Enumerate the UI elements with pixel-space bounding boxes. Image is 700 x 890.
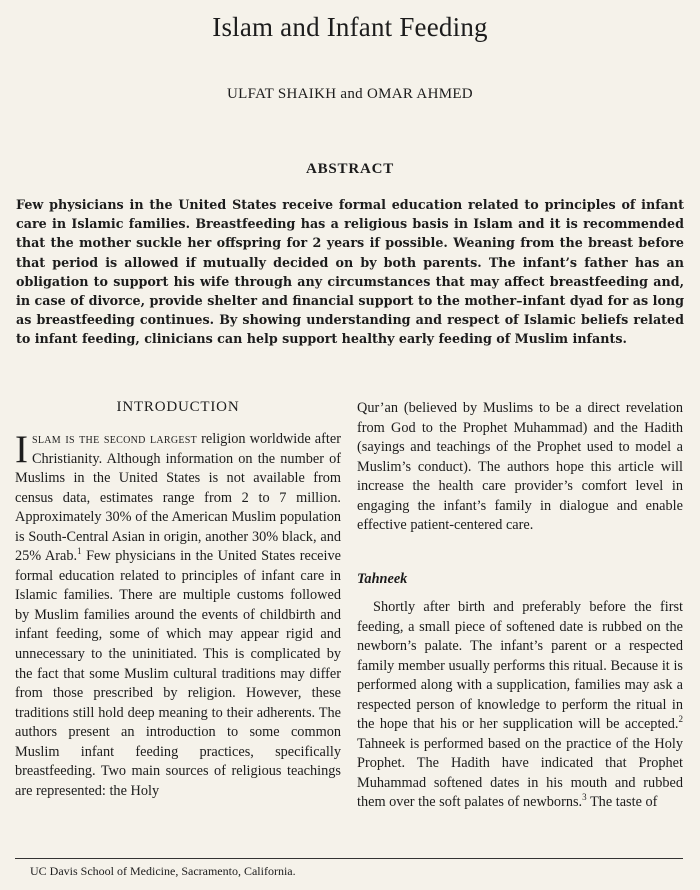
introduction-heading: INTRODUCTION [116, 399, 240, 415]
footer-rule [15, 858, 683, 859]
abstract-body: Few physicians in the United States receive formal education related to principles of infant care in Islamic families. Breastfeeding has a religious basis in Islam and it is recommended that the mother suckle her offspring for 2 years if possible. Weaning from the breast before that period is allowed if mutually decided on by both parents. The infant’s father has an obligation to support his wife through any circumstances that may affect breastfeeding and, in case of divorce, provide shelter and financial support to the mother–infant dyad for as long as breastfeeding continues. By showing understanding and respect of Islamic beliefs related to infant feeding, clinicians can help support healthy early feeding of Muslim infants. [16, 197, 684, 347]
affiliation-footnote: UC Davis School of Medicine, Sacramento, California. [30, 864, 296, 878]
intro-text-part2: Few physicians in the United States receive formal education related to principles of infant care in Islamic families. There are multiple customs followed by Muslim families around the events of childbirth and infant feeding, some of which may appear rigid and unnecessary to the uninitiated. This is complicated by the fact that some Muslim cultural traditions may differ from those prescribed by religion. However, these traditions still hold deep meaning to their adherents. The authors present an introduction to some common Muslim infant feeding practices, specifically breastfeeding. Two main sources of religious teachings are represented: the Holy [15, 548, 341, 799]
tahneek-heading: Tahneek [357, 571, 408, 587]
introduction-continuation: Qur’an (believed by Muslims to be a direct revelation from God to the Prophet Muhammad) and the Hadith (sayings and teachings of the Prophet used to model a Muslim’s conduct). The authors hope this article will increase the health care provider’s comfort level in engaging the infant’s family in dialogue and enable effective patient-centered care. [357, 400, 683, 534]
article-authors: ULFAT SHAIKH and OMAR AHMED [227, 86, 473, 102]
intro-text-part1: religion worldwide after Christianity. Although information on the number of Muslims in the United States is not available from census data, estimates range from 2 to 7 million. Approximately 30% of the American Muslim population is South-Central Asian in origin, another 30% black, and 25% Arab. [15, 431, 341, 565]
reference-1: 1 [77, 546, 82, 557]
introduction-paragraph [15, 430, 341, 801]
article-title: Islam and Infant Feeding [212, 12, 488, 42]
drop-cap: I [15, 428, 28, 471]
reference-2: 2 [678, 714, 683, 725]
tahneek-text-part1: Shortly after birth and preferably before the first feeding, a small piece of softened date is rubbed on the newborn’s palate. The infant’s parent or a respected family member usually performs this ritual. Because it is performed along with a supplication, families may ask a respected person of knowledge to perform the ritual in the hope that his or her supplication will be accepted. [357, 599, 683, 733]
abstract-heading: ABSTRACT [305, 161, 395, 177]
tahneek-paragraph [357, 598, 683, 813]
intro-lead-smallcaps: slam is the second largest [32, 431, 198, 447]
tahneek-text-part3: The taste of [586, 794, 658, 811]
tahneek-text-part2: Tahneek is performed based on the practice of the Holy Prophet. The Hadith have indicated that Prophet Muhammad softened dates in his mouth and rubbed them over the soft palates of newborns. [357, 735, 683, 811]
reference-3: 3 [582, 792, 587, 803]
